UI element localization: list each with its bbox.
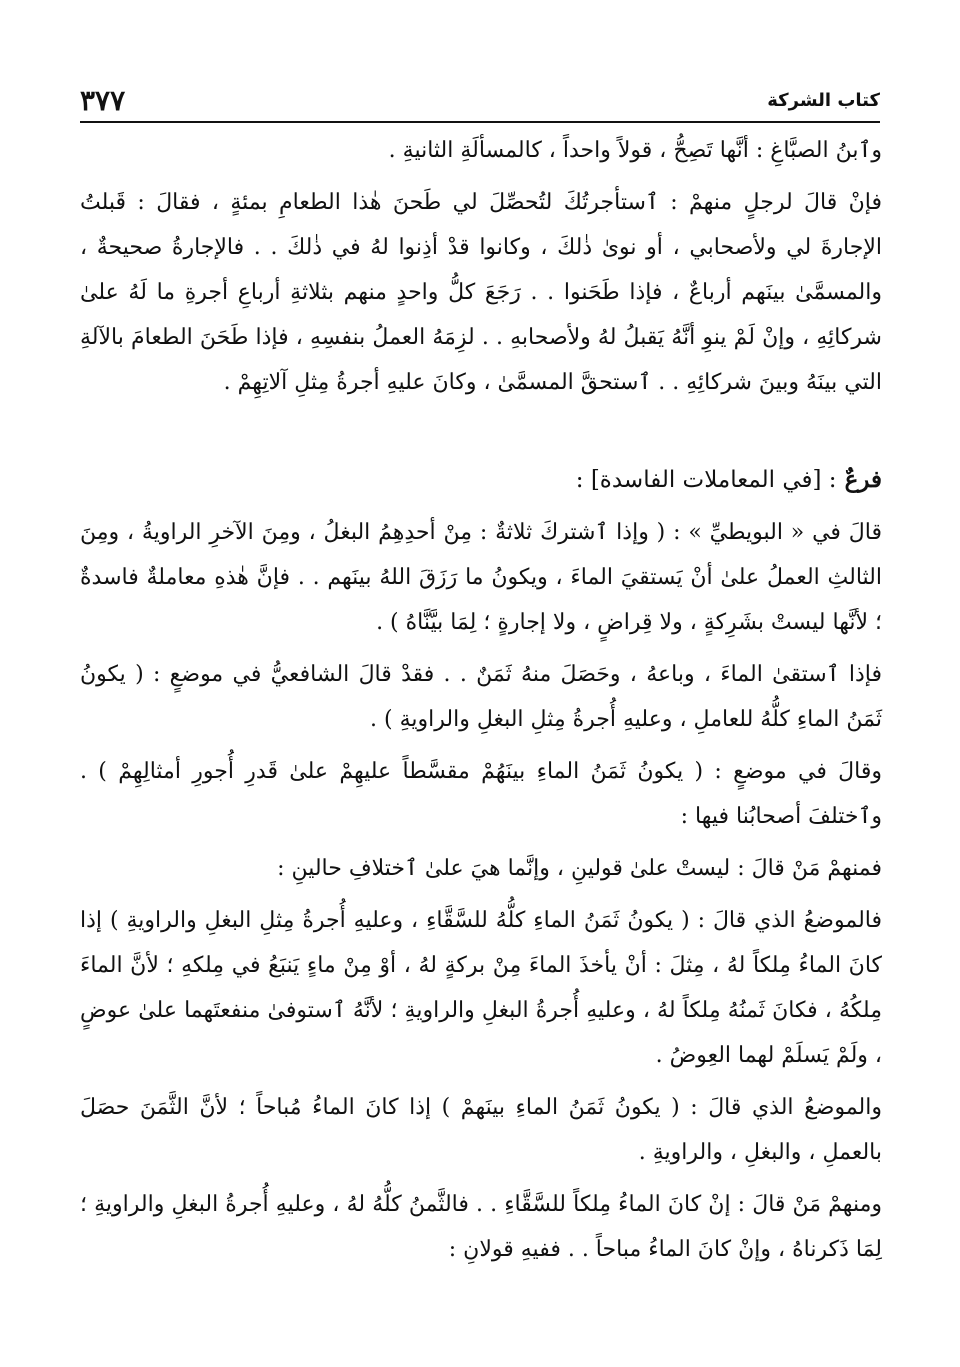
paragraph: فمنهمْ مَنْ قالَ : ليستْ علىٰ قولينِ ، وإنَّما هيَ علىٰ ٱختلافِ حالينِ : — [277, 856, 882, 881]
paragraph: فالموضعُ الذي قالَ : ( يكونُ ثَمَنُ الماءِ كلُّهُ للسَّقَّاءِ ، وعليهِ أُجرةُ مِثلِ البغلِ والراويةِ ) إذا كانَ الماءُ مِلكاً لهُ ، مِثلَ : أنْ يأخذَ الماءَ مِنْ بركةٍ لهُ ، أوْ مِنْ ماءٍ يَنبَعُ في مِلكهِ ؛ لأنَّ الماءَ مِلكُهُ ، فكانَ ثَمنُهُ مِلكاً لهُ ، وعليهِ أُجرةُ البغلِ والراويةِ ؛ لأنَّهُ ٱستوفىٰ منفعتَهما علىٰ عوضٍ ، ولَمْ يَسلَمْ لهما العِوضُ . — [80, 908, 882, 1068]
page-number: ٣٧٧ — [80, 83, 126, 117]
paragraph: فإذا ٱستقىٰ الماءَ ، وباعهُ ، وحَصَلَ منهُ ثَمَنٌ . . فقدْ قالَ الشافعيُّ في موضعٍ : ( يكونُ ثَمَنُ الماءِ كلُّهُ للعاملِ ، وعليهِ أُجرةُ مِثلِ البغلِ والراويةِ ) . — [80, 662, 882, 732]
section-heading — [80, 457, 882, 503]
branch-title: : [في المعاملات الفاسدة] : — [575, 467, 837, 493]
paragraph: قالَ في « البويطيِّ » : ( وإذا ٱشتركَ ثلاثةٌ : مِنْ أحدِهِمُ البغلُ ، ومِنَ الآخرِ الراويةُ ، ومِنَ الثالثِ العملُ علىٰ أنْ يَستقيَ الماءَ ، ويكونُ ما رَزَقَ اللهُ بينَهم . . فإنَّ هٰذهِ معاملةٌ فاسدةٌ ؛ لأنَّها ليستْ بشَرِكةٍ ، ولا قِراضٍ ، ولا إجارةٍ ؛ لِمَا بيَّنَّاهُ ) . — [80, 520, 883, 635]
paragraph: فإنْ قالَ لرجلٍ منهمْ : ٱستأجرتُكَ لتُحصِّلَ لي طَحنَ هٰذا الطعامِ بمئةٍ ، فقالَ : قَبلتُ الإجارةَ لي ولأصحابي ، أو نوىٰ ذٰلكَ ، وكانوا قدْ أذِنوا لهُ في ذٰلكَ . . فالإجارةُ صحيحةٌ ، والمسمَّىٰ بينَهم أرباعٌ ، فإذا طَحَنوا . . رَجَعَ كلُّ واحدٍ منهم بثلاثةِ أرباعِ أجرةِ ما لَهُ علىٰ شركائِهِ ، وإنْ لَمْ ينوِ أنَّهُ يَقبلُ لهُ ولأصحابهِ . . لزِمَهُ العملُ بنفسِهِ ، فإذا طَحَنَ الطعامَ بالآلةِ التي بينَهُ وبينَ شركائِهِ . . ٱستحقَّ المسمَّىٰ ، وكانَ عليهِ أجرةُ مِثلِ آلاتِهِمْ . — [80, 190, 882, 395]
paragraph: وٱبنُ الصبَّاغِ : أنَّها تَصِحُّ ، قولاً واحداً ، كالمسألَةِ الثانيةِ . — [388, 138, 882, 163]
page-body — [80, 128, 882, 1279]
paragraph: وقالَ في موضعٍ : ( يكونُ ثَمَنُ الماءِ بينَهُمْ مقسَّطاً عليهِمْ علىٰ قَدرِ أُجورِ أمثالِهِمْ ) . وٱختلفَ أصحابُنا فيها : — [80, 759, 882, 829]
page-header — [80, 82, 880, 118]
branch-label: فرعٌ — [844, 466, 882, 493]
paragraph: ومنهمْ مَنْ قالَ : إنْ كانَ الماءُ مِلكاً للسَّقَّاءِ . . فالثَّمنُ كلُّهُ لهُ ، وعليهِ أُجرةُ البغلِ والراويةِ ؛ لِمَا ذَكرناهُ ، وإنْ كانَ الماءُ مباحاً . . ففيهِ قولانِ : — [80, 1192, 882, 1262]
header-rule — [80, 121, 880, 123]
section-gap — [80, 412, 882, 457]
paragraph: والموضعُ الذي قالَ : ( يكونُ ثَمَنُ الماءِ بينَهمْ ) إذا كانَ الماءُ مُباحاً ؛ لأنَّ الثَّمَنَ حصَلَ بالعملِ ، والبغلِ ، والراويةِ . — [80, 1095, 882, 1165]
running-title: كتاب الشركة — [767, 89, 880, 111]
